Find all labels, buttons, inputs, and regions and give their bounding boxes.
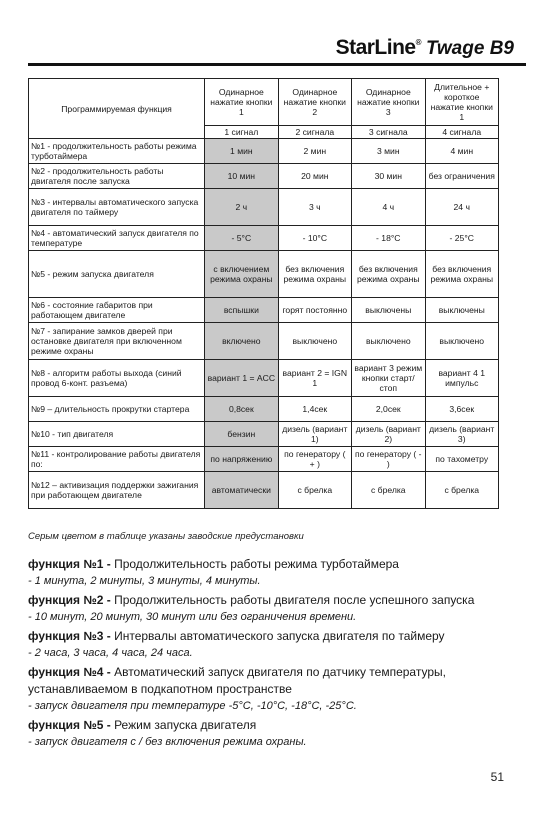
function-options: - 1 минута, 2 минуты, 3 минуты, 4 минуты. xyxy=(28,575,261,587)
value-cell: по тахометру xyxy=(425,447,498,472)
header-col-3: Одинарное нажатие кнопки 3 xyxy=(352,79,425,126)
table-row xyxy=(29,323,499,360)
value-cell: 20 мин xyxy=(278,164,351,189)
function-cell: №3 - интервалы автоматического запуска двигателя по таймеру xyxy=(29,189,205,226)
value-cell: по генератору ( + ) xyxy=(278,447,351,472)
function-cell: №6 - состояние габаритов при работающем двигателе xyxy=(29,298,205,323)
value-cell: выключены xyxy=(425,298,498,323)
header-col-2: Одинарное нажатие кнопки 2 xyxy=(278,79,351,126)
value-cell: без включения режима охраны xyxy=(425,251,498,298)
value-cell: без включения режима охраны xyxy=(352,251,425,298)
function-title: функция №4 - xyxy=(28,665,111,679)
header-function-cell: Программируемая функция xyxy=(29,79,205,139)
table-row xyxy=(29,226,499,251)
value-cell: без ограничения xyxy=(425,164,498,189)
value-cell: 30 мин xyxy=(352,164,425,189)
value-cell: 3 мин xyxy=(352,139,425,164)
value-cell-default: 10 мин xyxy=(205,164,278,189)
table-row xyxy=(29,251,499,298)
value-cell: 4 ч xyxy=(352,189,425,226)
function-text: Интервалы автоматического запуска двигателя по таймеру xyxy=(110,629,445,643)
function-descriptions xyxy=(28,556,528,753)
header-col-4: Длительное + короткое нажатие кнопки 1 xyxy=(425,79,498,126)
value-cell-default: 0,8сек xyxy=(205,397,278,422)
value-cell: - 10°C xyxy=(278,226,351,251)
value-cell: с брелка xyxy=(352,472,425,509)
value-cell: 4 мин xyxy=(425,139,498,164)
value-cell: выключено xyxy=(278,323,351,360)
table-header-row xyxy=(29,79,499,126)
function-cell: №9 – длительность прокрутки стартера xyxy=(29,397,205,422)
value-cell-default: включено xyxy=(205,323,278,360)
value-cell: по генератору ( - ) xyxy=(352,447,425,472)
value-cell: 2 мин xyxy=(278,139,351,164)
value-cell: с брелка xyxy=(278,472,351,509)
value-cell: выключено xyxy=(352,323,425,360)
table-row xyxy=(29,472,499,509)
signal-col-4: 4 сигнала xyxy=(425,126,498,139)
table-row xyxy=(29,298,499,323)
function-text: Продолжительность работы двигателя после успешного запуска xyxy=(110,593,475,607)
function-options: - 10 минут, 20 минут, 30 минут или без ограничения времени. xyxy=(28,611,357,623)
table-row xyxy=(29,139,499,164)
value-cell-default: бензин xyxy=(205,422,278,447)
function-cell: №8 - алгоритм работы выхода (синий провод 6-конт. разъема) xyxy=(29,360,205,397)
description-line xyxy=(28,556,528,573)
description-line xyxy=(28,664,528,681)
description-line xyxy=(28,717,528,734)
value-cell: без включения режима охраны xyxy=(278,251,351,298)
brand-logo xyxy=(336,36,421,60)
value-cell-default: вспышки xyxy=(205,298,278,323)
value-cell: дизель (вариант 3) xyxy=(425,422,498,447)
value-cell-default: - 5°C xyxy=(205,226,278,251)
table-row xyxy=(29,447,499,472)
function-cell: №1 - продолжительность работы режима турботаймера xyxy=(29,139,205,164)
description-line xyxy=(28,592,528,609)
signal-col-1: 1 сигнал xyxy=(205,126,278,139)
value-cell: 3 ч xyxy=(278,189,351,226)
header-col-1: Одинарное нажатие кнопки 1 xyxy=(205,79,278,126)
value-cell: - 25°C xyxy=(425,226,498,251)
signal-col-3: 3 сигнала xyxy=(352,126,425,139)
function-table xyxy=(28,78,499,509)
function-cell: №5 - режим запуска двигателя xyxy=(29,251,205,298)
value-cell-default: автоматически xyxy=(205,472,278,509)
page-header xyxy=(336,36,514,60)
description-line xyxy=(28,628,528,645)
value-cell-default: по напряжению xyxy=(205,447,278,472)
table-row xyxy=(29,189,499,226)
value-cell: дизель (вариант 2) xyxy=(352,422,425,447)
value-cell: выключено xyxy=(425,323,498,360)
function-options: - запуск двигателя при температуре -5°C, -10°C, -18°C, -25°C. xyxy=(28,700,357,712)
value-cell: с брелка xyxy=(425,472,498,509)
function-cell: №4 - автоматический запуск двигателя по температуре xyxy=(29,226,205,251)
table-row xyxy=(29,422,499,447)
header-rule xyxy=(28,63,526,66)
table-row xyxy=(29,397,499,422)
value-cell: 3,6сек xyxy=(425,397,498,422)
function-title: функция №1 - xyxy=(28,557,111,571)
registered-mark: ® xyxy=(415,38,421,47)
page-number: 51 xyxy=(490,770,504,784)
value-cell: 2,0сек xyxy=(352,397,425,422)
value-cell-default: 1 мин xyxy=(205,139,278,164)
function-cell: №2 - продолжительность работы двигателя после запуска xyxy=(29,164,205,189)
value-cell: горят постоянно xyxy=(278,298,351,323)
function-text: Автоматический запуск двигателя по датчику температуры, xyxy=(110,665,446,679)
function-title: функция №5 - xyxy=(28,718,111,732)
value-cell: вариант 4 1 импульс xyxy=(425,360,498,397)
table-row xyxy=(29,360,499,397)
table-row xyxy=(29,164,499,189)
function-cell: №10 - тип двигателя xyxy=(29,422,205,447)
value-cell: 1,4сек xyxy=(278,397,351,422)
function-title: функция №2 - xyxy=(28,593,111,607)
function-text: Режим запуска двигателя xyxy=(110,718,257,732)
model-name: Twage B9 xyxy=(426,38,514,59)
value-cell: дизель (вариант 1) xyxy=(278,422,351,447)
value-cell-default: 2 ч xyxy=(205,189,278,226)
function-title: функция №3 - xyxy=(28,629,111,643)
function-cell: №11 - контролирование работы двигателя по: xyxy=(29,447,205,472)
description-line-continued: устанавливаемом в подкапотном пространстве xyxy=(28,682,292,696)
brand-name: StarLine xyxy=(335,36,416,59)
value-cell: - 18°C xyxy=(352,226,425,251)
function-cell: №7 - запирание замков дверей при остановке двигателя при включенном режиме охраны xyxy=(29,323,205,360)
function-options: - запуск двигателя с / без включения режима охраны. xyxy=(28,736,307,748)
value-cell: выключены xyxy=(352,298,425,323)
value-cell-default: вариант 1 = ACC xyxy=(205,360,278,397)
function-options: - 2 часа, 3 часа, 4 часа, 24 часа. xyxy=(28,647,193,659)
value-cell: 24 ч xyxy=(425,189,498,226)
defaults-note: Серым цветом в таблице указаны заводские предустановки xyxy=(28,531,304,542)
function-text: Продолжительность работы режима турботаймера xyxy=(110,557,399,571)
value-cell: вариант 2 = IGN 1 xyxy=(278,360,351,397)
value-cell-default: с включением режима охраны xyxy=(205,251,278,298)
function-cell: №12 – активизация поддержки зажигания при работающем двигателе xyxy=(29,472,205,509)
signal-col-2: 2 сигнала xyxy=(278,126,351,139)
value-cell: вариант 3 режим кнопки старт/стоп xyxy=(352,360,425,397)
